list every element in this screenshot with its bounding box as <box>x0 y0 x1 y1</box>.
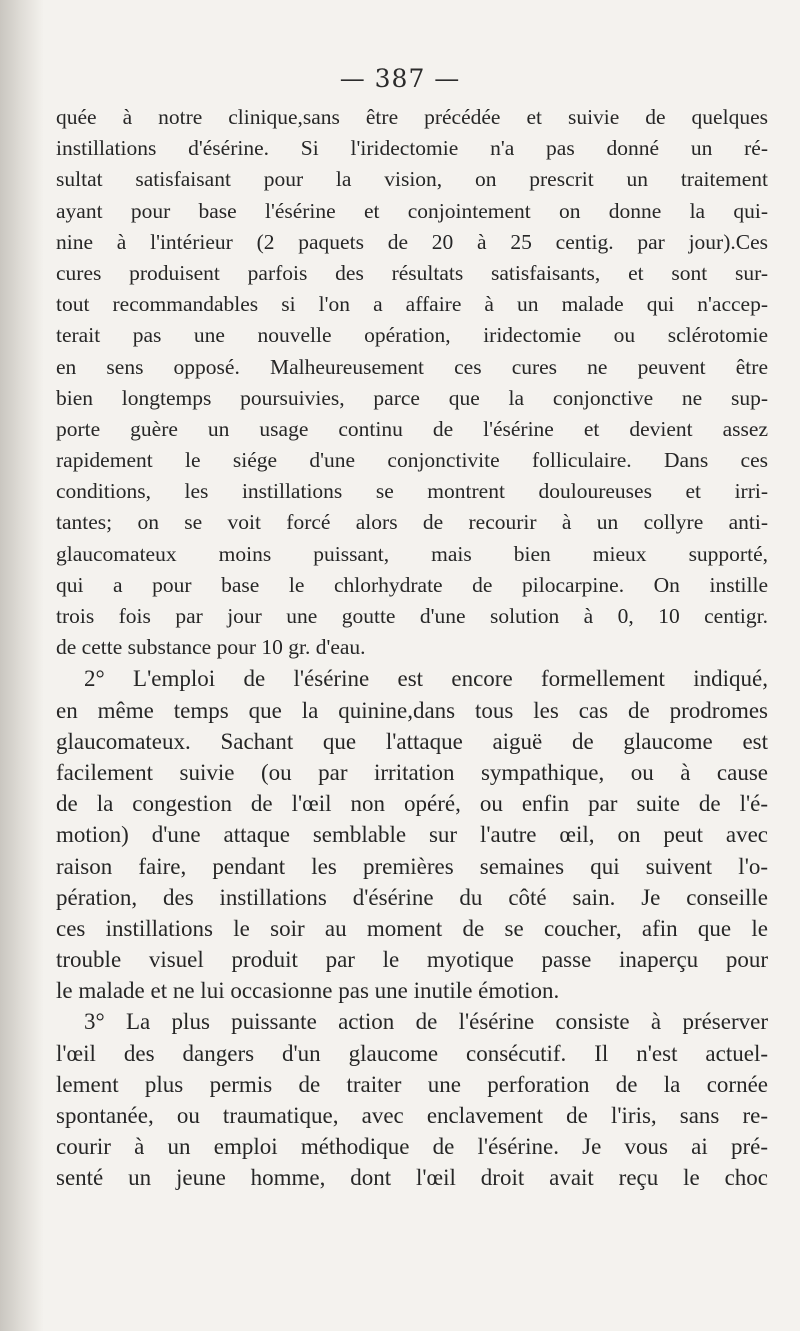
text-line: tantes; on se voit forcé alors de recourir à un collyre anti- <box>56 510 768 535</box>
text-line: tout recommandables si l'on a affaire à un malade qui n'accep- <box>56 292 768 317</box>
text-line: 3° La plus puissante action de l'ésérine consiste à préserver <box>84 1009 768 1035</box>
text-line: de cette substance pour 10 gr. d'eau. <box>56 635 366 660</box>
paragraph-1 <box>56 102 768 663</box>
page-number: — 387 — <box>339 64 461 93</box>
text-line: le malade et ne lui occasionne pas une inutile émotion. <box>56 978 560 1004</box>
text-line: pération, des instillations d'ésérine du côté sain. Je conseille <box>56 884 768 910</box>
text-line: courir à un emploi méthodique de l'ésérine. Je vous ai pré- <box>56 1134 768 1160</box>
page-gutter-shadow <box>0 0 44 1331</box>
text-line: ayant pour base l'ésérine et conjointement on donne la qui- <box>56 198 768 223</box>
text-line: rapidement le siége d'une conjonctivite folliculaire. Dans ces <box>56 448 768 473</box>
text-line: en même temps que la quinine,dans tous les cas de prodromes <box>56 697 768 723</box>
paragraph-2 <box>56 663 768 1006</box>
text-line: qui a pour base le chlorhydrate de pilocarpine. On instille <box>56 572 768 597</box>
body-text <box>56 102 768 1194</box>
text-line: conditions, les instillations se montrent douloureuses et irri- <box>56 479 768 504</box>
text-line: terait pas une nouvelle opération, iridectomie ou sclérotomie <box>56 323 768 348</box>
text-line: motion) d'une attaque semblable sur l'autre œil, on peut avec <box>56 822 768 848</box>
text-line: glaucomateux. Sachant que l'attaque aiguë de glaucome est <box>56 728 768 754</box>
text-line: raison faire, pendant les premières semaines qui suivent l'o- <box>56 853 768 879</box>
text-line: ces instillations le soir au moment de se coucher, afin que le <box>56 915 768 941</box>
text-line: quée à notre clinique,sans être précédée et suivie de quelques <box>56 105 768 129</box>
text-line: sultat satisfaisant pour la vision, on prescrit un traitement <box>56 167 768 192</box>
text-line: facilement suivie (ou par irritation sympathique, ou à cause <box>56 759 768 785</box>
paragraph-3 <box>56 1006 768 1193</box>
text-line: de la congestion de l'œil non opéré, ou enfin par suite de l'é- <box>56 791 768 817</box>
text-line: 2° L'emploi de l'ésérine est encore formellement indiqué, <box>84 666 768 692</box>
text-line: instillations d'ésérine. Si l'iridectomie n'a pas donné un ré- <box>56 136 768 161</box>
text-line: bien longtemps poursuivies, parce que la conjonctive ne sup- <box>56 385 768 410</box>
text-line: en sens opposé. Malheureusement ces cures ne peuvent être <box>56 354 768 379</box>
text-line: senté un jeune homme, dont l'œil droit avait reçu le choc <box>56 1165 768 1191</box>
text-line: glaucomateux moins puissant, mais bien mieux supporté, <box>56 541 768 566</box>
text-line: cures produisent parfois des résultats satisfaisants, et sont sur- <box>56 260 768 285</box>
text-line: l'œil des dangers d'un glaucome consécutif. Il n'est actuel- <box>56 1040 768 1066</box>
text-line: porte guère un usage continu de l'ésérine et devient assez <box>56 416 768 441</box>
text-line: spontanée, ou traumatique, avec enclavement de l'iris, sans re- <box>56 1103 768 1128</box>
text-line: trois fois par jour une goutte d'une solution à 0, 10 centigr. <box>56 604 768 628</box>
text-line: trouble visuel produit par le myotique passe inaperçu pour <box>56 947 768 973</box>
text-line: nine à l'intérieur (2 paquets de 20 à 25 centig. par jour).Ces <box>56 229 768 254</box>
text-line: lement plus permis de traiter une perforation de la cornée <box>56 1071 768 1097</box>
